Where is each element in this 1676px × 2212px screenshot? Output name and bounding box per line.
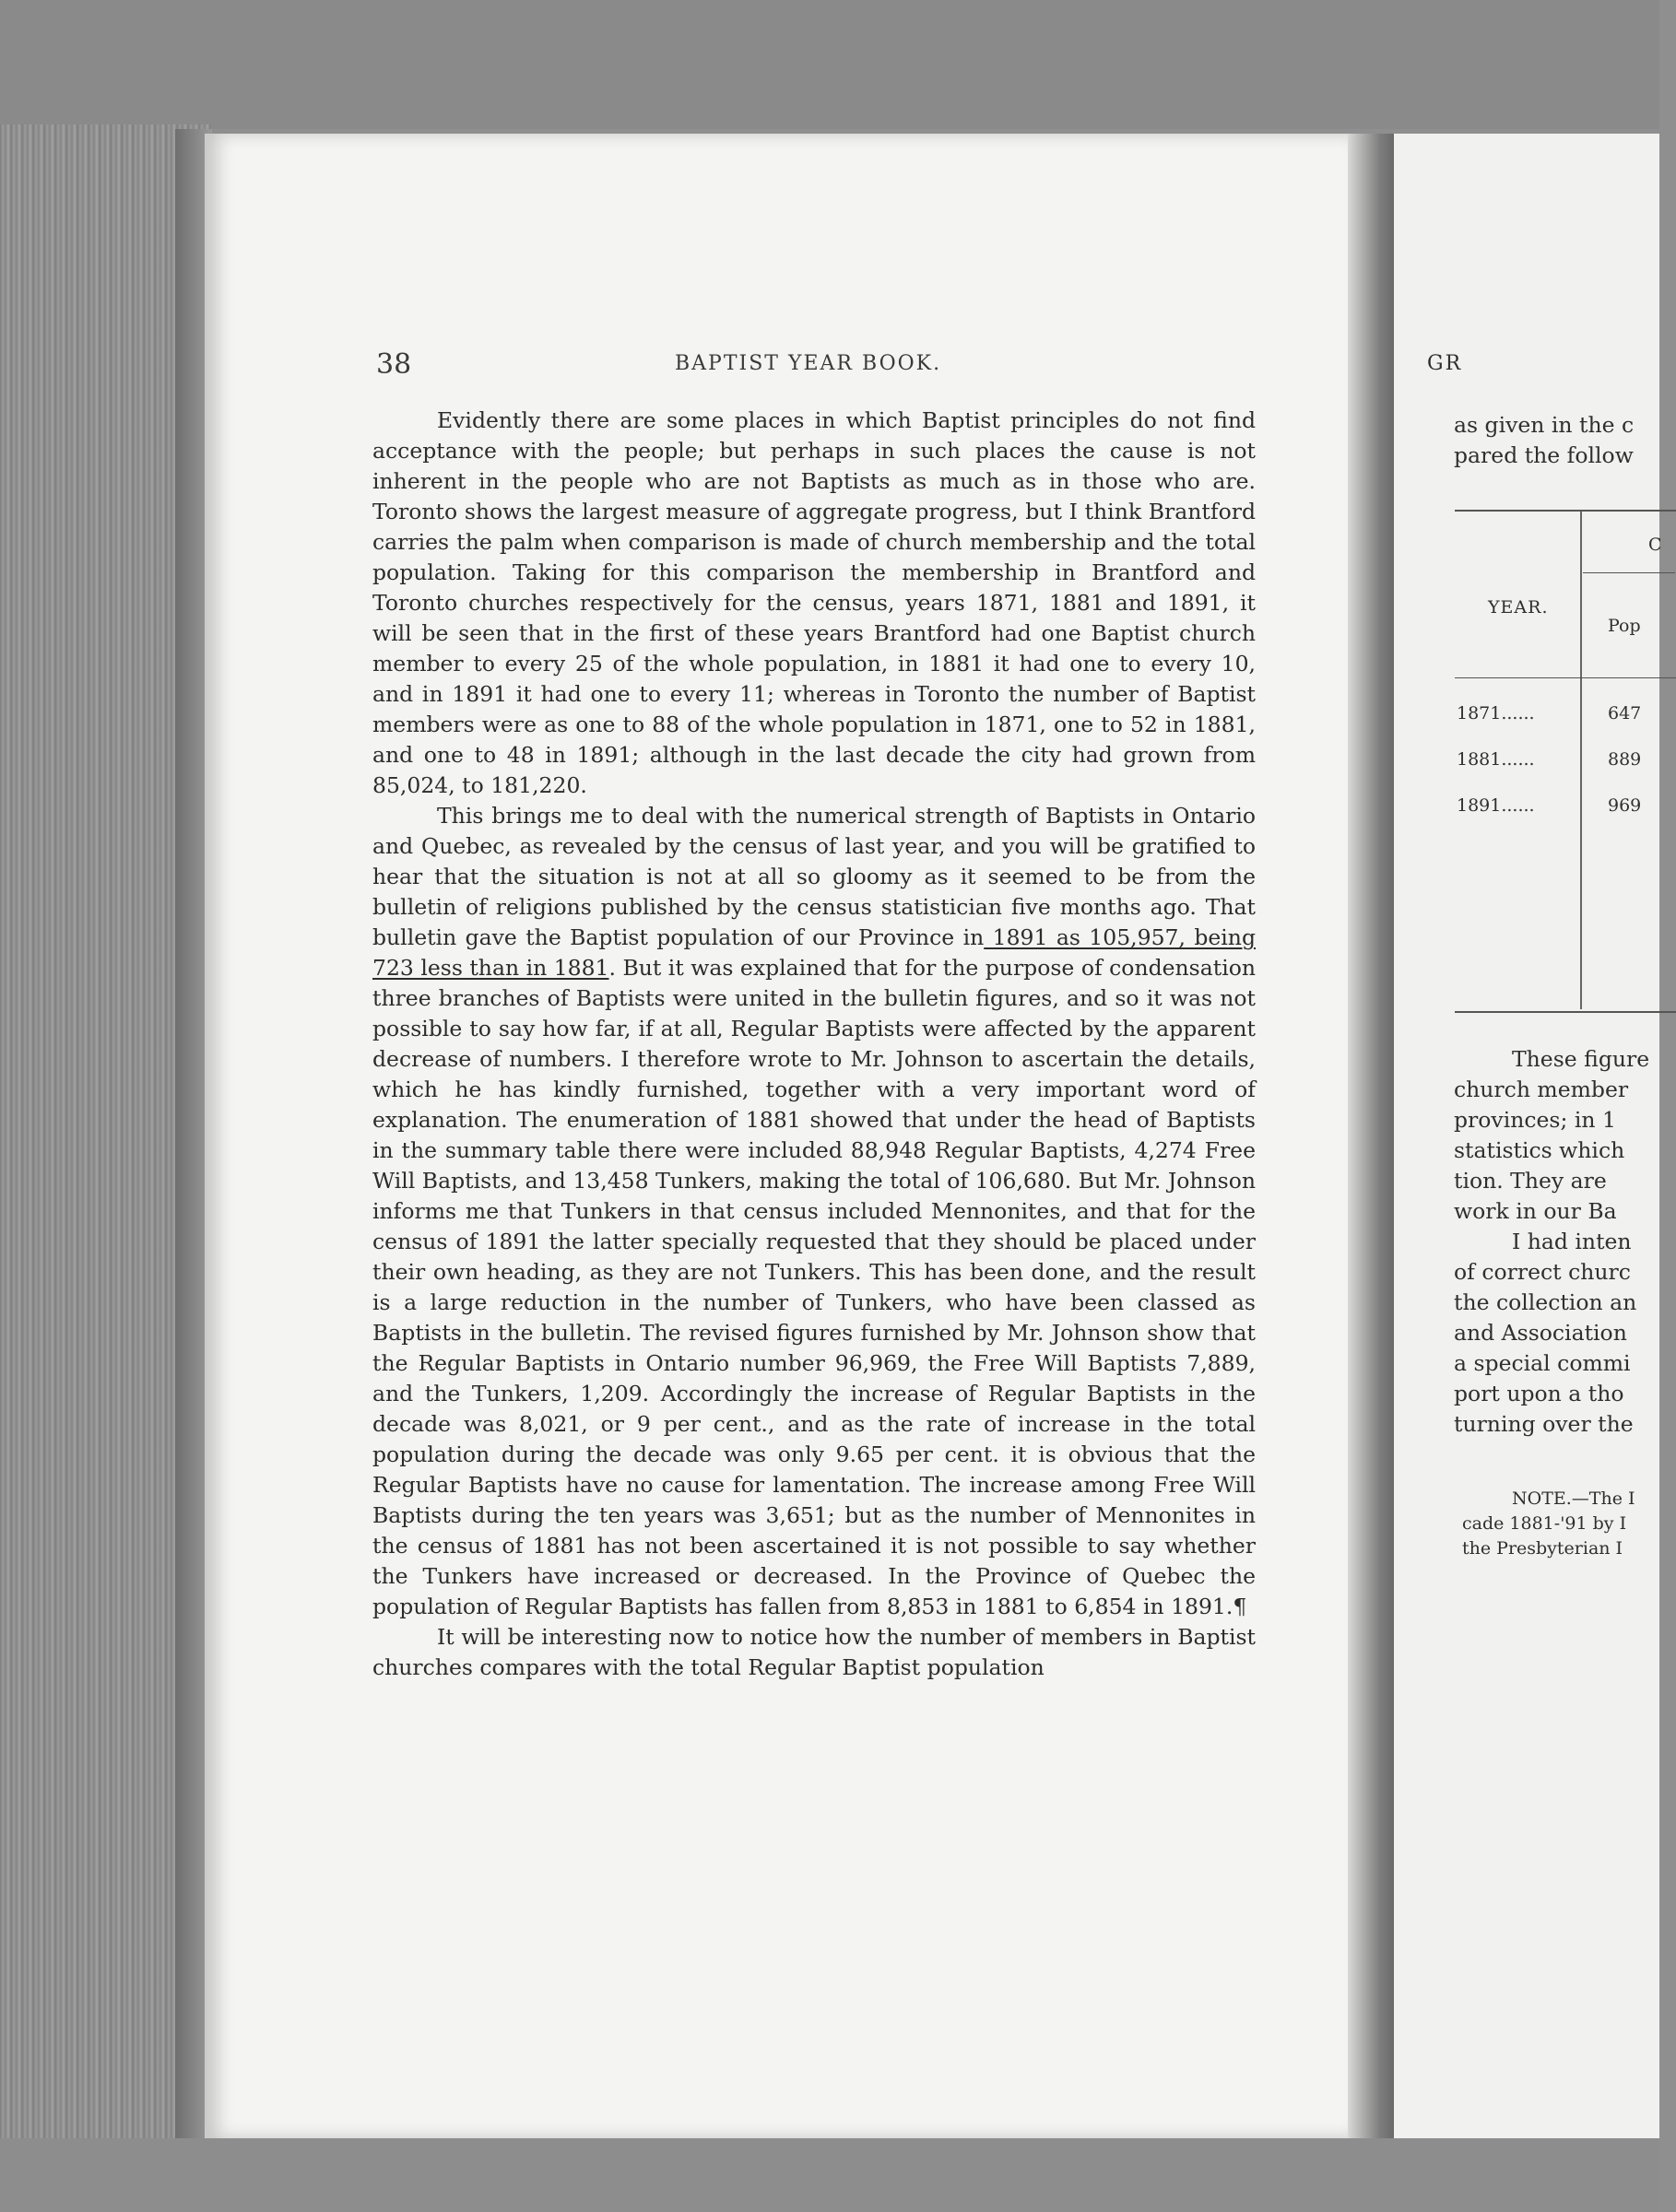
scan-background-bottom	[0, 2138, 1659, 2212]
right-body-line-3: provinces; in 1	[1454, 1107, 1616, 1133]
body-text	[372, 406, 1256, 1683]
table-header-group: C	[1648, 535, 1662, 555]
right-body-line-8: of correct churc	[1454, 1259, 1631, 1285]
paragraph-3: It will be interesting now to notice how the number of members in Baptist churches compares with the total Regular Baptist population	[372, 1624, 1256, 1680]
right-body-line-4: statistics which	[1454, 1137, 1625, 1163]
paragraph-2-end: . But it was explained that for the purpose of condensation three branches of Baptists were united in the bulletin figures, and so it was not possible to say how far, if at all, Regular Baptists were affected by the apparent decrease of numbers. I therefore wrote to Mr. Johnson to ascertain the details, which he has kindly furnished, together with a very important word of explanation. The enumeration of 1881 showed that under the head of Baptists in the summary table there were included 88,948 Regular Baptists, 4,274 Free Will Baptists, and 13,458 Tunkers, making the total of 106,680. But Mr. Johnson informs me that Tunkers in that census included Mennonites, and that for the census of 1891 the latter specially requested that they should be placed under their own heading, as they are not Tunkers. This has been done, and the result is a large reduction in the number of Tunkers, who have been classed as Baptists in the bulletin. The revised figures furnished by Mr. Johnson show that the Regular Baptists in Ontario number 96,969, the Free Will Baptists 7,889, and the Tunkers, 1,209. Accordingly the increase of Regular Baptists in the decade was 8,021, or 9 per cent., and as the rate of increase in the total population during the decade was only 9.65 per cent. it is obvious that the Regular Baptists have no cause for lamentation. The increase among Free Will Baptists during the ten years was 3,651; but as the number of Mennonites in the census of 1881 has not been ascertained it is not possible to say whether the Tunkers have increased or decreased. In the Province of Quebec the population of Regular Baptists has fallen from 8,853 in 1881 to 6,854 in 1891.¶	[372, 955, 1256, 1619]
right-running-title: GR	[1427, 352, 1463, 375]
right-body-line-1: These figure	[1512, 1046, 1650, 1072]
right-body-line-12: port upon a tho	[1454, 1381, 1624, 1406]
table-row-value-1: 647	[1608, 703, 1642, 724]
right-note-line-2: cade 1881-'91 by I	[1462, 1513, 1627, 1534]
book-gutter	[1348, 134, 1394, 2138]
right-page	[1394, 134, 1662, 2138]
table-column-divider	[1580, 512, 1582, 1009]
right-body-line-2: church member	[1454, 1077, 1629, 1102]
table-row-year-2: 1881......	[1457, 749, 1535, 770]
right-body-line-6: work in our Ba	[1454, 1198, 1617, 1224]
underlined-passage: 1891 as 105,957, being 723 less than in 1881	[372, 924, 1256, 981]
table-header-subrule	[1583, 572, 1675, 573]
right-body-line-13: turning over the	[1454, 1411, 1634, 1437]
table-header-population: Pop	[1608, 616, 1641, 636]
table-row-value-3: 969	[1608, 795, 1642, 816]
right-body-line-11: a special commi	[1454, 1350, 1631, 1376]
right-note-line-1: NOTE.—The I	[1512, 1488, 1635, 1509]
table-top-rule	[1455, 510, 1676, 512]
running-title: BAPTIST YEAR BOOK.	[675, 352, 942, 375]
left-page	[205, 134, 1348, 2138]
right-body-line-7: I had inten	[1512, 1229, 1632, 1254]
table-row-value-2: 889	[1608, 749, 1642, 770]
table-header-rule	[1455, 677, 1676, 678]
paragraph-2-start: This brings me to deal with the numerical strength of Baptists in Ontario and Quebec, as revealed by the census of last year, and you will be gratified to hear that the situation is not at all so gloomy as it seemed to be from the bulletin of religions published by the census statistician five months ago. That bulletin gave the Baptist population of our Province in	[372, 803, 1256, 950]
scan-background-top	[0, 0, 1659, 129]
paragraph-2	[372, 801, 1256, 1622]
table-row-year-1: 1871......	[1457, 703, 1535, 724]
table-bottom-rule	[1455, 1011, 1676, 1013]
table-header-year: YEAR.	[1488, 597, 1549, 618]
right-body-line-10: and Association	[1454, 1320, 1627, 1346]
right-intro-line-2: pared the follow	[1454, 442, 1634, 468]
page-number: 38	[376, 348, 412, 381]
right-body-line-9: the collection an	[1454, 1289, 1637, 1315]
table-row-year-3: 1891......	[1457, 795, 1535, 816]
paragraph-1: Evidently there are some places in which Baptist principles do not find acceptance with the people; but perhaps in such places the cause is not inherent in the people who are not Baptists as much as in those who are. Toronto shows the largest measure of aggregate progress, but I think Brantford carries the palm when comparison is made of church membership and the total population. Taking for this comparison the membership in Brantford and Toronto churches respectively for the census, years 1871, 1881 and 1891, it will be seen that in the first of these years Brantford had one Baptist church member to every 25 of the whole population, in 1881 it had one to every 10, and in 1891 it had one to every 11; whereas in Toronto the number of Baptist members were as one to 88 of the whole population in 1871, one to 52 in 1881, and one to 48 in 1891; although in the last decade the city had grown from 85,024, to 181,220.	[372, 407, 1256, 798]
right-intro-line-1: as given in the c	[1454, 412, 1635, 438]
right-body-line-5: tion. They are	[1454, 1168, 1607, 1194]
right-note-line-3: the Presbyterian I	[1462, 1538, 1623, 1559]
